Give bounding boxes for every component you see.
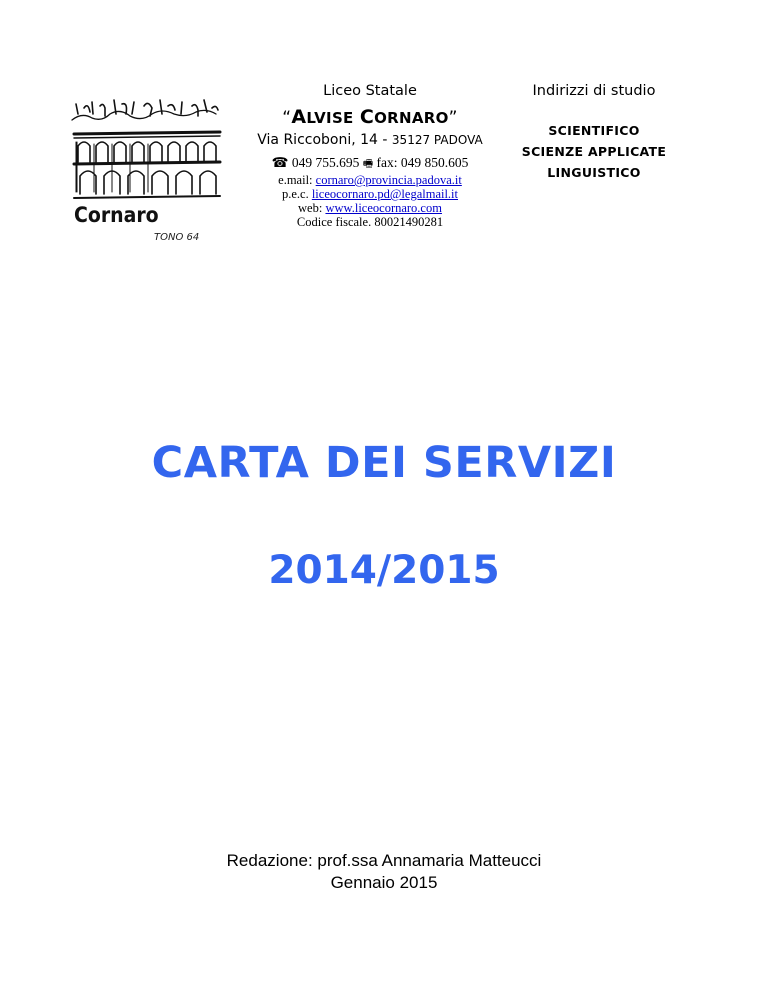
svg-text:Cornaro: Cornaro — [74, 203, 159, 227]
school-info — [250, 82, 490, 229]
pec-link[interactable]: liceocornaro.pd@legalmail.it — [311, 187, 459, 201]
course-item: LINGUISTICO — [547, 165, 641, 180]
name-1-rest: LVISE — [306, 109, 354, 127]
school-logo — [70, 98, 230, 248]
phone-number: 049 755.695 — [291, 155, 360, 170]
web-label: web: — [298, 201, 326, 215]
cornaro-sketch-icon — [70, 98, 230, 248]
date-line: Gennaio 2015 — [330, 873, 438, 892]
web-link[interactable]: www.liceocornaro.com — [325, 201, 442, 215]
course-list — [512, 120, 676, 183]
address-city: 35127 PADOVA — [391, 133, 483, 147]
address-main: Via Riccoboni, 14 - — [257, 132, 392, 148]
fiscal-code: Codice fiscale. 80021490281 — [296, 215, 444, 229]
phone-line — [250, 156, 490, 171]
course-item: SCIENTIFICO — [548, 123, 640, 138]
email-link[interactable]: cornaro@provincia.padova.it — [315, 173, 462, 187]
editor-line: Redazione: prof.ssa Annamaria Matteucci — [226, 851, 542, 870]
email-line — [250, 173, 490, 187]
footer — [0, 850, 768, 894]
name-1-initial: A — [291, 106, 307, 128]
name-2-rest: ORNARO — [374, 109, 449, 127]
fax-icon: 🖷 — [362, 158, 374, 170]
address — [250, 132, 490, 148]
name-2-initial: C — [359, 106, 375, 128]
pec-label: p.e.c. — [281, 187, 312, 201]
study-programs-title: Indirizzi di studio — [532, 83, 656, 99]
open-quote: “ — [282, 108, 292, 128]
pec-line — [250, 187, 490, 201]
phone-icon: ☎ — [271, 155, 289, 170]
document-title: CARTA DEI SERVIZI — [151, 438, 617, 488]
email-label: e.mail: — [278, 173, 316, 187]
fax-number: fax: 049 850.605 — [376, 155, 469, 170]
svg-text:TONO 64: TONO 64 — [154, 232, 200, 243]
school-name — [250, 106, 490, 128]
web-line — [250, 201, 490, 215]
close-quote: ” — [448, 108, 458, 128]
school-type: Liceo Statale — [323, 83, 417, 99]
document-year: 2014/2015 — [268, 548, 500, 593]
study-programs — [512, 82, 676, 183]
course-item: SCIENZE APPLICATE — [521, 144, 667, 159]
contacts — [250, 156, 490, 229]
